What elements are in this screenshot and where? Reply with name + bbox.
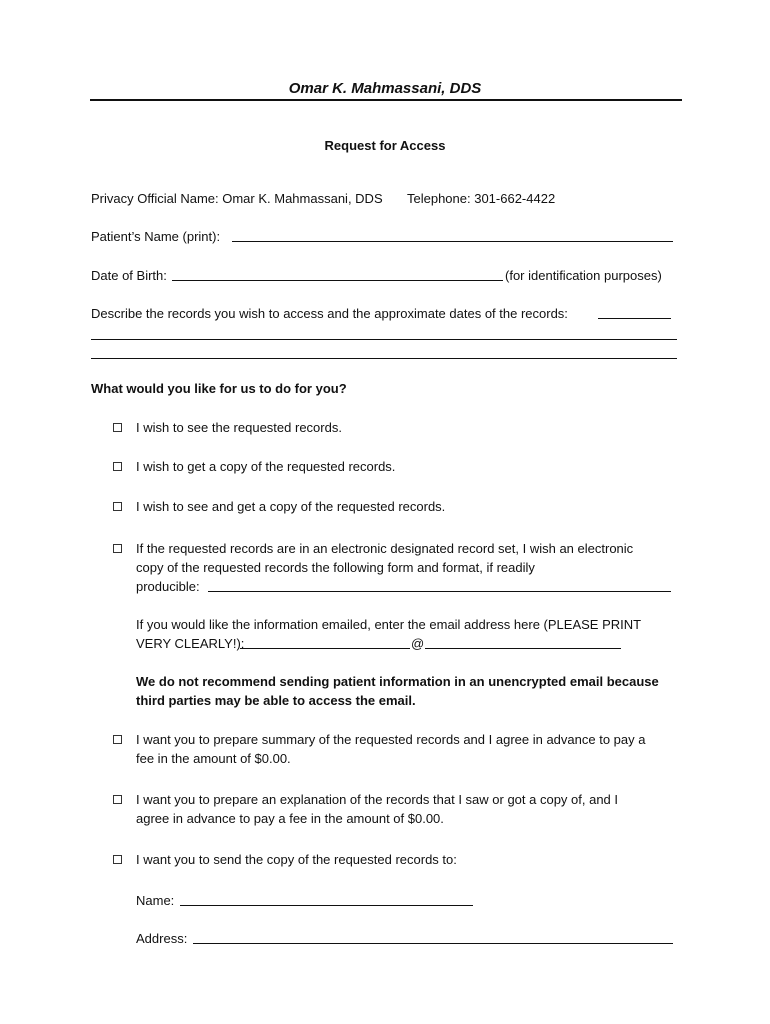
- recipient-name-label: Name:: [136, 893, 175, 908]
- checkbox-copy[interactable]: [113, 462, 122, 471]
- dob-note: (for identification purposes): [505, 268, 662, 283]
- email-instruction-line2: VERY CLEARLY!):: [136, 636, 245, 651]
- patient-name-field[interactable]: [232, 229, 673, 246]
- records-label: Describe the records you wish to access and the approximate dates of the records:: [91, 306, 568, 321]
- recipient-address-field[interactable]: [193, 931, 673, 948]
- checkbox-explanation[interactable]: [113, 795, 122, 804]
- option-explanation-line1: I want you to prepare an explanation of the records that I saw or got a copy of, and I: [136, 792, 619, 807]
- records-field-line-3[interactable]: [91, 358, 677, 359]
- option-electronic-line3: producible:: [136, 579, 200, 594]
- recipient-name-field[interactable]: [180, 893, 473, 910]
- recipient-address-label: Address:: [136, 931, 188, 946]
- records-field-inline[interactable]: [598, 306, 671, 323]
- option-explanation-line2: agree in advance to pay a fee in the amount of $0.00.: [136, 811, 444, 826]
- checkbox-see[interactable]: [113, 423, 122, 432]
- dob-field[interactable]: [172, 268, 503, 285]
- telephone: Telephone: 301-662-4422: [407, 191, 556, 206]
- records-field-line-2[interactable]: [91, 339, 677, 340]
- practice-name: Omar K. Mahmassani, DDS: [288, 80, 482, 97]
- checkbox-summary[interactable]: [113, 735, 122, 744]
- option-summary-line1: I want you to prepare summary of the requested records and I agree in advance to pay a: [136, 732, 646, 747]
- option-send-copy-label: I want you to send the copy of the requested records to:: [136, 852, 457, 867]
- email-warning-line1: We do not recommend sending patient information in an unencrypted email because: [136, 674, 659, 689]
- checkbox-see-and-copy[interactable]: [113, 502, 122, 511]
- option-summary-line2: fee in the amount of $0.00.: [136, 751, 291, 766]
- email-instruction-line1: If you would like the information emailed, enter the email address here (PLEASE PRINT: [136, 617, 642, 632]
- option-electronic-line1: If the requested records are in an electronic designated record set, I wish an electronic: [136, 541, 634, 556]
- email-at-sign: @: [411, 636, 425, 651]
- email-user-field[interactable]: [240, 636, 410, 653]
- patient-name-label: Patient’s Name (print):: [91, 229, 221, 244]
- option-electronic-line2: copy of the requested records the following form and format, if readily: [136, 560, 535, 575]
- option-see-and-copy-label: I wish to see and get a copy of the requested records.: [136, 499, 446, 514]
- email-warning-line2: third parties may be able to access the email.: [136, 693, 416, 708]
- electronic-format-field[interactable]: [208, 579, 671, 596]
- email-domain-field[interactable]: [425, 636, 621, 653]
- dob-label: Date of Birth:: [91, 268, 167, 283]
- option-copy-label: I wish to get a copy of the requested records.: [136, 459, 396, 474]
- checkbox-send-copy[interactable]: [113, 855, 122, 864]
- form-title: Request for Access: [324, 138, 446, 153]
- privacy-official: Privacy Official Name: Omar K. Mahmassani, DDS: [91, 191, 383, 206]
- header-rule: [90, 99, 682, 101]
- option-see-label: I wish to see the requested records.: [136, 420, 342, 435]
- checkbox-electronic[interactable]: [113, 544, 122, 553]
- question-heading: What would you like for us to do for you?: [91, 381, 347, 396]
